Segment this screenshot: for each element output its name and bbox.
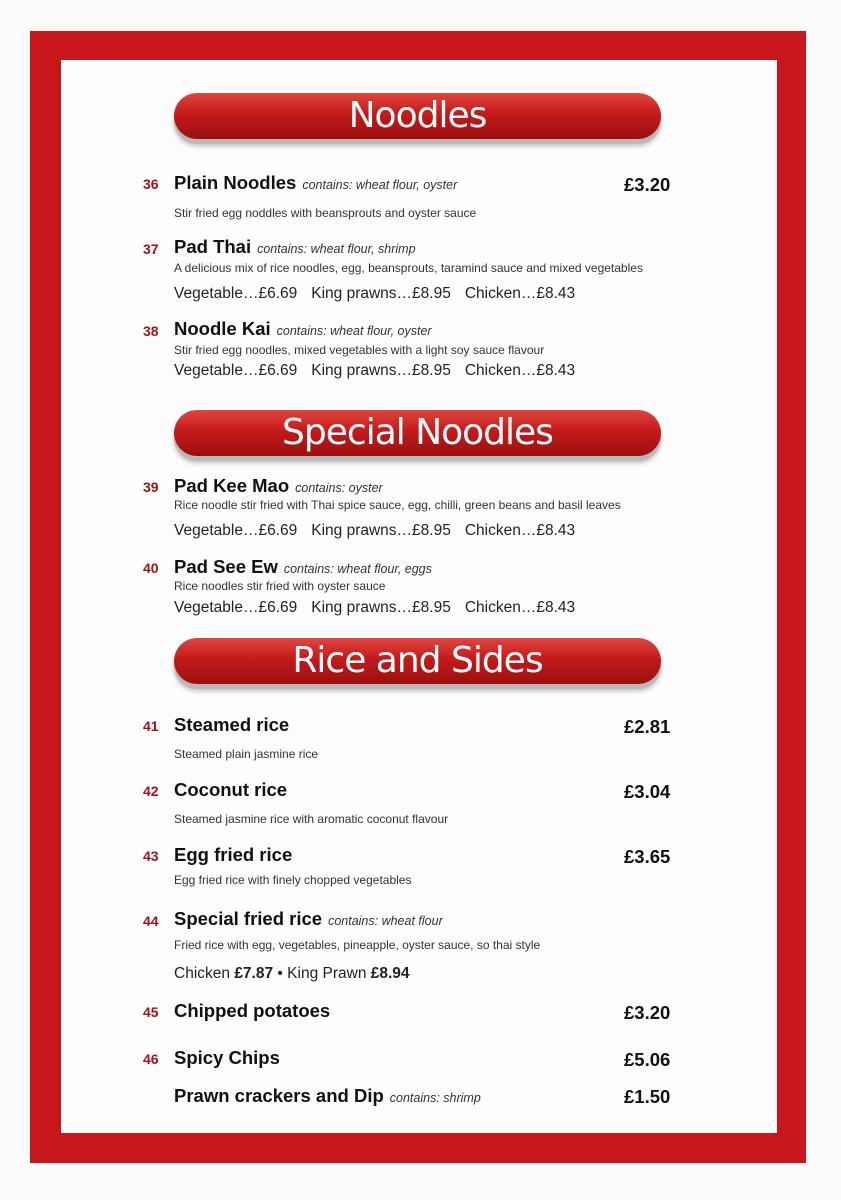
item-description: A delicious mix of rice noodles, egg, beansprouts, taramind sauce and mixed vegetables xyxy=(174,261,643,275)
item-number: 36 xyxy=(143,176,159,192)
item-price: £5.06 xyxy=(624,1049,671,1070)
item-description: Steamed plain jasmine rice xyxy=(174,747,319,761)
menu-item-prawn-crackers xyxy=(174,1085,481,1107)
section-banner-special-noodles: Special Noodles xyxy=(174,410,661,456)
item-price: £1.50 xyxy=(624,1086,671,1107)
item-number: 37 xyxy=(143,241,159,257)
menu-item-steamed-rice: Steamed rice xyxy=(174,714,290,735)
item-name: Noodle Kai xyxy=(174,318,271,339)
item-name: Pad Thai xyxy=(174,236,252,257)
item-name: Pad See Ew xyxy=(174,556,278,577)
item-number: 39 xyxy=(143,479,159,495)
item-price: £3.20 xyxy=(624,1002,671,1023)
item-price: £3.20 xyxy=(624,174,671,195)
item-price: £3.65 xyxy=(624,846,671,867)
item-description: Stir fried egg noddles with beansprouts and oyster sauce xyxy=(174,206,477,220)
item-allergens: contains: wheat flour xyxy=(328,914,443,928)
item-price: £2.81 xyxy=(624,716,671,737)
item-description: Fried rice with egg, vegetables, pineapple, oyster sauce, so thai style xyxy=(174,938,541,952)
menu-item-egg-fried-rice: Egg fried rice xyxy=(174,844,293,865)
menu-item-pad-see-ew xyxy=(174,556,432,578)
item-options xyxy=(174,965,410,983)
option-vegetable: Vegetable…£6.69 xyxy=(174,362,298,379)
option-king-prawn-price: £8.94 xyxy=(370,965,410,982)
item-description: Steamed jasmine rice with aromatic coconut flavour xyxy=(174,812,449,826)
item-allergens: contains: wheat flour, eggs xyxy=(283,562,432,576)
item-number: 46 xyxy=(143,1051,159,1067)
menu-item-pad-kee-mao xyxy=(174,475,383,497)
option-chicken: Chicken…£8.43 xyxy=(464,362,576,379)
item-price: £3.04 xyxy=(624,781,671,802)
item-description: Stir fried egg noodles, mixed vegetables with a light soy sauce flavour xyxy=(174,343,545,357)
option-king-prawns: King prawns…£8.95 xyxy=(311,285,451,302)
item-allergens: contains: wheat flour, shrimp xyxy=(257,242,416,256)
item-name: Plain Noodles xyxy=(174,172,297,193)
menu-page xyxy=(61,60,777,1133)
item-description: Egg fried rice with finely chopped vegetables xyxy=(174,873,412,887)
item-name: Prawn crackers and Dip xyxy=(174,1085,384,1106)
item-options xyxy=(174,599,575,617)
item-number: 40 xyxy=(143,560,159,576)
menu-item-plain-noodles xyxy=(174,172,457,194)
option-chicken: Chicken…£8.43 xyxy=(464,285,576,302)
option-separator: • xyxy=(277,965,283,982)
item-options xyxy=(174,362,575,380)
menu-item-noodle-kai xyxy=(174,318,432,340)
option-king-prawns: King prawns…£8.95 xyxy=(311,599,451,616)
item-number: 41 xyxy=(143,718,159,734)
option-chicken-price: £7.87 xyxy=(234,965,274,982)
option-vegetable: Vegetable…£6.69 xyxy=(174,285,298,302)
item-allergens: contains: wheat flour, oyster xyxy=(276,324,432,338)
item-number: 44 xyxy=(143,913,159,929)
section-banner-noodles: Noodles xyxy=(174,93,661,139)
item-number: 38 xyxy=(143,323,159,339)
item-options xyxy=(174,522,575,540)
item-number: 43 xyxy=(143,848,159,864)
item-allergens: contains: shrimp xyxy=(389,1091,481,1105)
section-banner-rice-and-sides: Rice and Sides xyxy=(174,638,661,684)
menu-item-chipped-potatoes: Chipped potatoes xyxy=(174,1000,331,1021)
option-chicken: Chicken…£8.43 xyxy=(464,599,576,616)
item-name: Special fried rice xyxy=(174,908,323,929)
menu-item-pad-thai xyxy=(174,236,416,258)
option-chicken: Chicken…£8.43 xyxy=(464,522,576,539)
item-description: Rice noodle stir fried with Thai spice sauce, egg, chilli, green beans and basil leaves xyxy=(174,498,621,512)
item-name: Pad Kee Mao xyxy=(174,475,290,496)
option-king-prawns: King prawns…£8.95 xyxy=(311,362,451,379)
item-allergens: contains: wheat flour, oyster xyxy=(302,178,458,192)
item-allergens: contains: oyster xyxy=(295,481,383,495)
menu-item-spicy-chips: Spicy Chips xyxy=(174,1047,280,1068)
item-number: 42 xyxy=(143,783,159,799)
item-options xyxy=(174,285,575,303)
option-king-prawn-label: King Prawn xyxy=(287,965,367,982)
option-king-prawns: King prawns…£8.95 xyxy=(311,522,451,539)
item-number: 45 xyxy=(143,1004,159,1020)
item-description: Rice noodles stir fried with oyster sauce xyxy=(174,579,386,593)
menu-item-coconut-rice: Coconut rice xyxy=(174,779,288,800)
option-vegetable: Vegetable…£6.69 xyxy=(174,522,298,539)
menu-item-special-fried-rice xyxy=(174,908,443,930)
option-chicken-label: Chicken xyxy=(174,965,230,982)
option-vegetable: Vegetable…£6.69 xyxy=(174,599,298,616)
